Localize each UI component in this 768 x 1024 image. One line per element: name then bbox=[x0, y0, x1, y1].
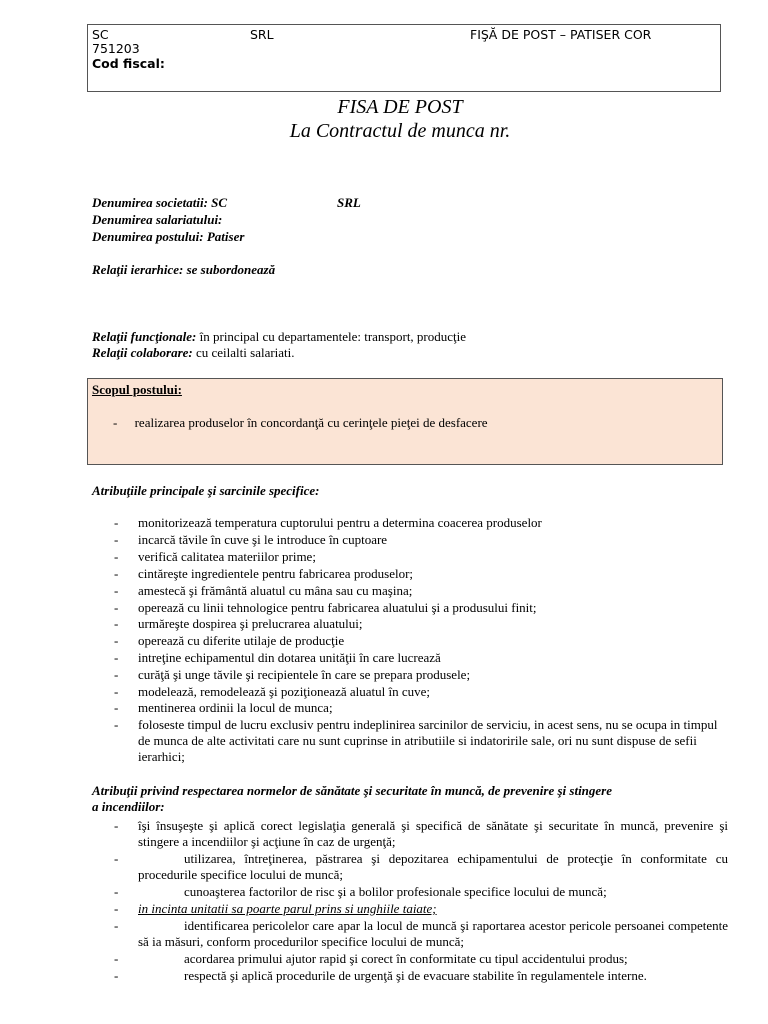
header-cor-number: 751203 bbox=[92, 41, 140, 56]
list-item-text: curăţă şi unge tăvile şi recipientele în care se prepara produsele; bbox=[138, 667, 471, 682]
functionale-label: Relaţii funcţionale: bbox=[92, 329, 197, 344]
list-dash: - bbox=[114, 667, 119, 682]
list-dash: - bbox=[114, 549, 119, 564]
list-dash: - bbox=[114, 583, 119, 598]
list-item-text: respectă şi aplică procedurile de urgenţă şi de evacuare stabilite în regulamentele interne. bbox=[184, 968, 647, 983]
scope-item bbox=[113, 415, 488, 431]
list-dash: - bbox=[114, 918, 119, 933]
list-item-text: operează cu diferite utilaje de producţie bbox=[138, 633, 345, 648]
salariat-field: Denumirea salariatului: bbox=[92, 212, 223, 227]
list-item-text: intreţine echipamentul din dotarea unităţii în care lucrează bbox=[138, 650, 441, 665]
functionale-text: în principal cu departamentele: transport, producţie bbox=[196, 329, 467, 344]
atributii-heading: Atribuţiile principale şi sarcinile specifice: bbox=[92, 483, 320, 498]
societate-field bbox=[92, 195, 361, 211]
document-header-box bbox=[87, 24, 721, 92]
list-dash: - bbox=[114, 884, 119, 899]
colaborare-text: cu ceilalti salariati. bbox=[192, 345, 295, 360]
list-dash: - bbox=[114, 515, 119, 530]
list-item-text: modelează, remodelează şi poziţionează aluatul în cuve; bbox=[138, 684, 430, 699]
list-item-text: monitorizează temperatura cuptorului pentru a determina coacerea produselor bbox=[138, 515, 542, 530]
list-item-text: in incinta unitatii sa poarte parul prins si unghiile taiate; bbox=[138, 901, 437, 916]
list-dash: - bbox=[114, 700, 119, 715]
societate-srl: SRL bbox=[337, 195, 361, 210]
list-dash: - bbox=[114, 616, 119, 631]
list-dash: - bbox=[114, 717, 119, 732]
header-doc-code: FIŞĂ DE POST – PATISER COR bbox=[470, 27, 652, 42]
list-item-text: urmăreşte dospirea şi prelucrarea aluatului; bbox=[138, 616, 363, 631]
list-item-text: cintăreşte ingredientele pentru fabricarea produselor; bbox=[138, 566, 414, 581]
societate-label: Denumirea societatii: SC bbox=[92, 195, 228, 210]
sanatate-heading-line2: a incendiilor: bbox=[92, 799, 165, 814]
list-item-text: acordarea primului ajutor rapid şi corect în conformitate cu tipul accidentului produs; bbox=[184, 951, 628, 966]
list-item-text: operează cu linii tehnologice pentru fabricarea aluatului şi a produsului finit; bbox=[138, 600, 537, 615]
list-dash: - bbox=[114, 532, 119, 547]
list-dash: - bbox=[114, 566, 119, 581]
header-cod-fiscal: Cod fiscal: bbox=[92, 56, 165, 71]
scope-box bbox=[87, 378, 723, 465]
list-dash: - bbox=[114, 650, 119, 665]
scope-heading: Scopul postului: bbox=[92, 382, 182, 397]
list-item-text: cunoaşterea factorilor de risc şi a bolilor profesionale specifice locului de muncă; bbox=[184, 884, 607, 899]
scope-item-text: realizarea produselor în concordanţă cu cerinţele pieţei de desfacere bbox=[134, 415, 488, 430]
relatii-colaborare bbox=[92, 345, 295, 361]
list-dash: - bbox=[114, 633, 119, 648]
list-dash: - bbox=[114, 600, 119, 615]
list-item-text: incarcă tăvile în cuve şi le introduce în cuptoare bbox=[138, 532, 388, 547]
colaborare-label: Relaţii colaborare: bbox=[92, 345, 193, 360]
list-dash: - bbox=[114, 901, 119, 916]
list-item-text: identificarea pericolelor care apar la locul de muncă şi raportarea acestor pericole persoanei competente să ia măsuri, conform procedurilor specifice locului de muncă; bbox=[138, 918, 728, 949]
list-item-text: foloseste timpul de lucru exclusiv pentru indeplinirea sarcinilor de serviciu, in acest sens, nu se ocupa in timpul de munca de alte activitati care nu sunt cuprinse in atributiile si indatoririle sale, ori nu sunt dispuse de sefii ierarhici; bbox=[138, 717, 718, 764]
list-item-text: îşi însuşeşte şi aplică corect legislaţia generală şi specifică de sănătate şi securitate în muncă, prevenire şi stingere a incendiilor şi acţiune în caz de urgenţă; bbox=[138, 818, 728, 849]
list-item-text: mentinerea ordinii la locul de munca; bbox=[138, 700, 333, 715]
list-item-text: utilizarea, întreţinerea, păstrarea şi depozitarea echipamentului de protecţie în conformitate cu procedurile specifice locului de muncă; bbox=[138, 851, 728, 882]
relatii-functionale bbox=[92, 329, 466, 345]
sanatate-heading-line1: Atribuţii privind respectarea normelor de sănătate şi securitate în muncă, de prevenire şi stingere bbox=[92, 783, 613, 798]
list-dash: - bbox=[114, 684, 119, 699]
list-item-text: amestecă şi frământă aluatul cu mâna sau cu maşina; bbox=[138, 583, 413, 598]
header-srl: SRL bbox=[250, 27, 274, 42]
document-subtitle: La Contractul de munca nr. bbox=[289, 120, 511, 142]
document-title: FISA DE POST bbox=[337, 96, 463, 118]
list-dash: - bbox=[114, 968, 119, 983]
header-sc: SC bbox=[92, 27, 109, 42]
list-dash: - bbox=[114, 818, 119, 833]
list-dash: - bbox=[114, 951, 119, 966]
scope-dash: - bbox=[113, 415, 118, 430]
list-dash: - bbox=[114, 851, 119, 866]
relatii-ierarhice: Relaţii ierarhice: se subordonează bbox=[92, 262, 276, 277]
list-item-text: verifică calitatea materiilor prime; bbox=[138, 549, 316, 564]
post-field: Denumirea postului: Patiser bbox=[92, 229, 245, 244]
